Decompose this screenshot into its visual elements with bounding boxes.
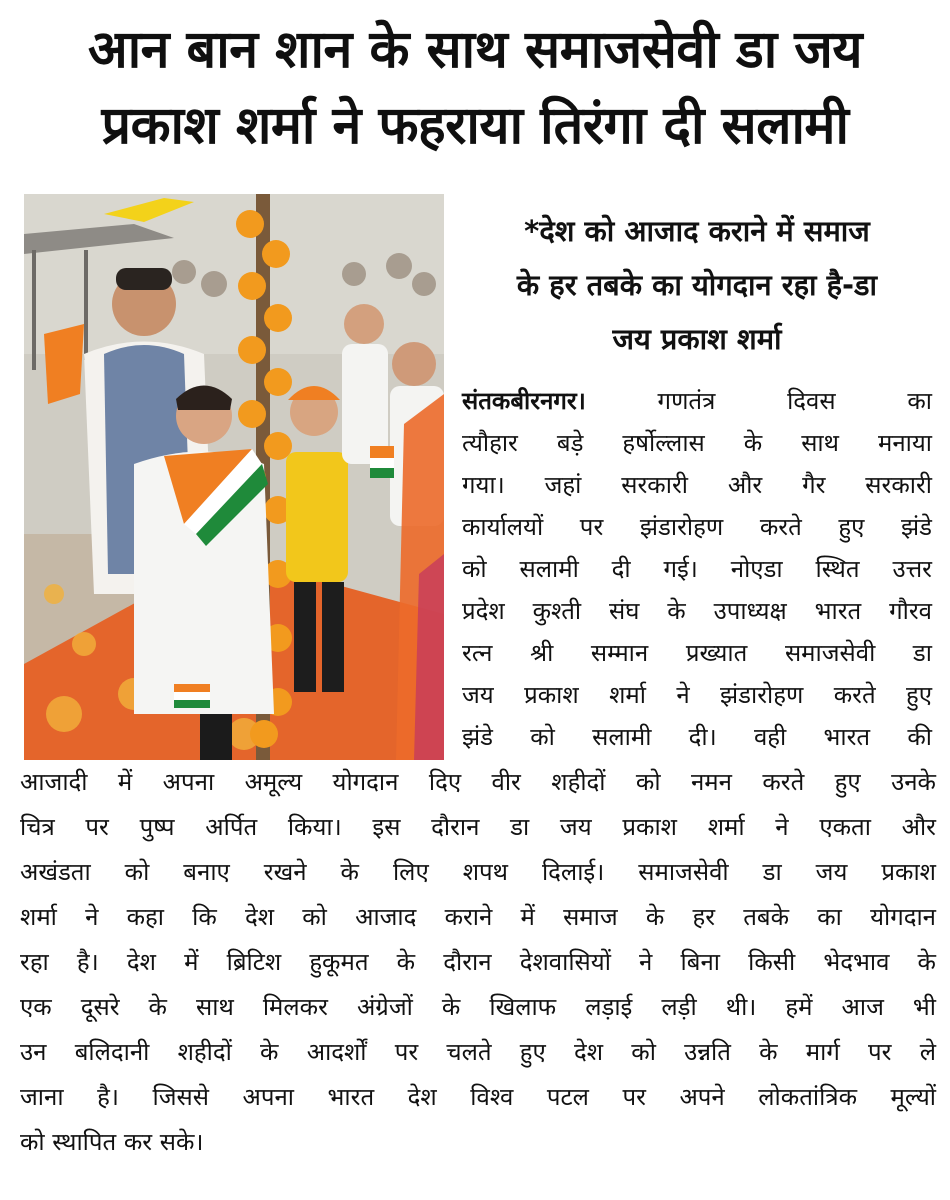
article-line: त्यौहार बड़े हर्षोल्लास के साथ मनाया bbox=[462, 429, 932, 457]
article-full-width bbox=[20, 760, 936, 1165]
article-line: आजादी में अपना अमूल्य योगदान दिए वीर शहीदों को नमन करते हुए उनके bbox=[20, 768, 936, 796]
article-line: शर्मा ने कहा कि देश को आजाद कराने में समाज के हर तबके का योगदान bbox=[20, 903, 936, 931]
headline bbox=[20, 12, 930, 164]
article-line: गया। जहां सरकारी और गैर सरकारी bbox=[462, 471, 932, 499]
article-line: चित्र पर पुष्प अर्पित किया। इस दौरान डा जय प्रकाश शर्मा ने एकता और bbox=[20, 813, 936, 841]
article-line: को स्थापित कर सके। bbox=[20, 1128, 204, 1156]
article-column bbox=[462, 380, 932, 758]
article-line: रहा है। देश में ब्रिटिश हुकूमत के दौरान देशवासियों ने बिना किसी भेदभाव के bbox=[20, 948, 936, 976]
sub-headline bbox=[452, 204, 942, 366]
article-line: प्रदेश कुश्ती संघ के उपाध्यक्ष भारत गौरव bbox=[462, 597, 932, 625]
ceremony-photo bbox=[24, 194, 444, 760]
sub-headline-line: जय प्रकाश शर्मा bbox=[612, 322, 782, 356]
article-line: जाना है। जिससे अपना भारत देश विश्व पटल पर अपने लोकतांत्रिक मूल्यों bbox=[20, 1083, 936, 1111]
article-line: को सलामी दी गई। नोएडा स्थित उत्तर bbox=[462, 555, 932, 583]
article-line: अखंडता को बनाए रखने के लिए शपथ दिलाई। समाजसेवी डा जय प्रकाश bbox=[20, 858, 936, 886]
article-line: रत्न श्री सम्मान प्रख्यात समाजसेवी डा bbox=[462, 639, 932, 667]
article-line: झंडे को सलामी दी। वही भारत की bbox=[462, 723, 932, 751]
article-line: जय प्रकाश शर्मा ने झंडारोहण करते हुए bbox=[462, 681, 932, 709]
article-line bbox=[462, 380, 932, 422]
article-line: उन बलिदानी शहीदों के आदर्शों पर चलते हुए देश को उन्नति के मार्ग पर ले bbox=[20, 1038, 936, 1066]
article-line: कार्यालयों पर झंडारोहण करते हुए झंडे bbox=[462, 513, 932, 541]
sub-headline-line: *देश को आजाद कराने में समाज bbox=[524, 214, 870, 248]
headline-line: आन बान शान के साथ समाजसेवी डा जय bbox=[87, 20, 863, 80]
article-line-text: गणतंत्र दिवस का bbox=[585, 387, 932, 415]
ceremony-photo-illustration bbox=[24, 194, 444, 760]
sub-headline-line: के हर तबके का योगदान रहा है-डा bbox=[516, 268, 878, 302]
article-line: एक दूसरे के साथ मिलकर अंग्रेजों के खिलाफ लड़ाई लड़ी थी। हमें आज भी bbox=[20, 993, 936, 1021]
headline-line: प्रकाश शर्मा ने फहराया तिरंगा दी सलामी bbox=[101, 96, 849, 156]
article-dateline: संतकबीरनगर। bbox=[462, 387, 586, 415]
